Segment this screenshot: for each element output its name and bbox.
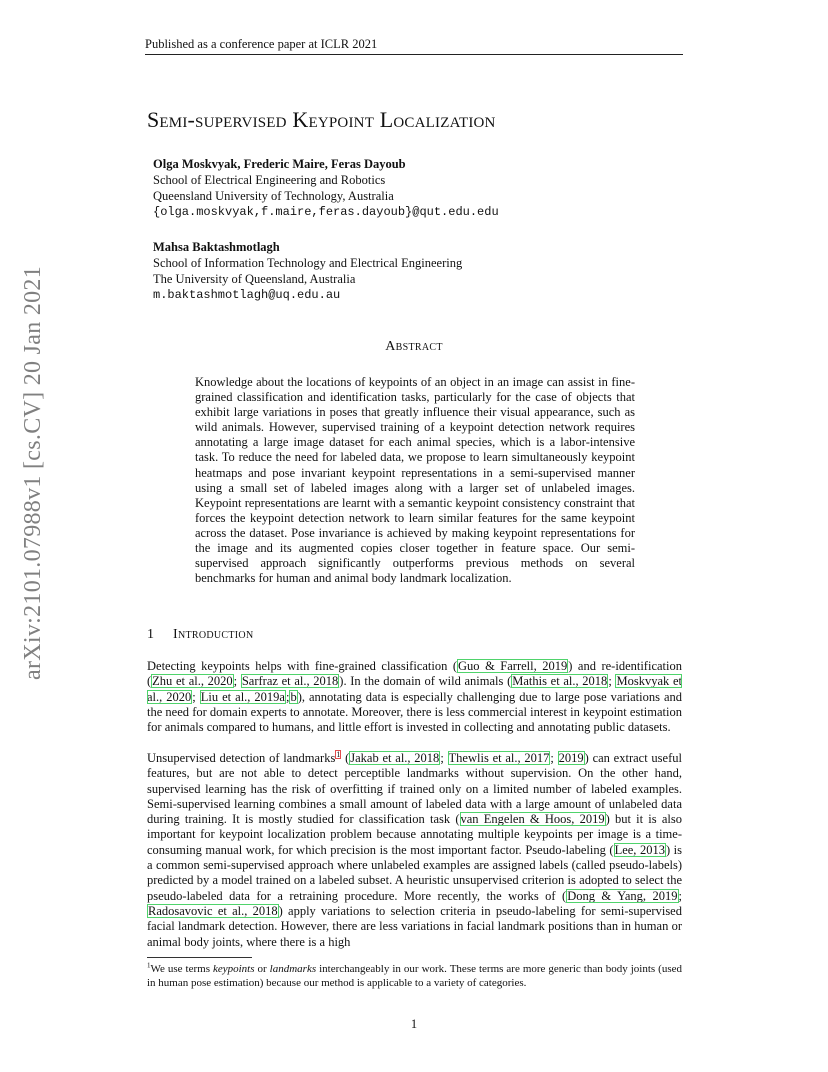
citation-link[interactable]: Guo & Farrell, 2019 [458,659,568,673]
emphasis: keypoints [212,963,255,975]
citation-link[interactable]: Mathis et al., 2018 [512,674,608,689]
running-header: Published as a conference paper at ICLR 2021 [145,36,683,55]
footnote [147,963,682,990]
text-run: Unsupervised detection of landmarks [147,751,336,765]
text-run: ) can extract useful features, but are not able to detect perceptible landmarks without supervision. On the other hand, supervised learning has the risk of overfitting if trained only on a limited number of labeled examples. Semi-supervised learning combines a small amount of labeled data with a large amount of unlabeled data during training. It is mostly studied for classification task ( [147,751,682,827]
citation-link[interactable]: Radosavovic et al., 2018 [148,903,278,918]
footnote-marker-link[interactable]: 1 [336,749,341,759]
citation-link[interactable]: Sarfraz et al., 2018 [241,674,339,689]
section-heading-introduction [147,627,253,643]
text-run: ; [285,689,290,704]
section-title: Introduction [173,627,254,642]
text-run: or [254,963,270,975]
author-affiliation: The University of Queensland, Australia [153,272,356,286]
author-block-2 [153,239,673,303]
section-number: 1 [147,627,155,642]
text-run: interchangeably in our work. These terms are more generic than body joints (used in human pose estimation) because our method is applicable to a variety of categories. [147,963,682,989]
page-number: 1 [410,1017,418,1031]
text-run: ; [233,674,241,689]
citation-link[interactable]: b [290,689,297,704]
text-run: ; [550,751,558,765]
text-run: ; [440,751,448,765]
citation-link[interactable]: Liu et al., 2019a [200,689,285,704]
author-affiliation: Queensland University of Technology, Australia [153,189,394,203]
citation-link[interactable]: Dong & Yang, 2019 [567,888,678,903]
author-affiliation: School of Information Technology and Electrical Engineering [153,256,463,270]
text-run: ) is a common semi-supervised approach where unlabeled examples are assigned labels (called pseudo-labels) predicted by a model trained on a labeled subset. A heuristic unsupervised criterion is adopted to select the pseudo-labeled data for a retraining procedure. More recently, the works of ( [147,842,682,903]
intro-paragraph-2 [147,751,682,950]
text-run: ), annotating data is especially challenging due to large pose variations and the need for domain experts to annotate. Moreover, there is less commercial interest in keypoint estimation for animals compared to humans, and little effort is invested in collecting and annotating public datasets. [147,689,682,735]
text-run: ( [341,751,350,765]
author-block-1 [153,156,673,220]
text-run: ) apply variations to selection criteria in pseudo-labeling for semi-supervised facial landmark detection. However, there are less variations in facial landmark positions than in human or animal body joints, where there is a high [147,903,682,949]
author-names: Olga Moskvyak, Frederic Maire, Feras Dayoub [153,157,406,171]
author-affiliation: School of Electrical Engineering and Robotics [153,173,386,187]
citation-link[interactable]: Zhu et al., 2020 [152,674,233,689]
abstract-heading: Abstract [385,339,443,354]
intro-paragraph-1 [147,659,682,735]
author-email: {olga.moskvyak,f.maire,feras.dayoub}@qut.edu.edu [153,205,499,219]
text-run: ) but it is also important for keypoint localization problem because annotating multiple keypoints per image is a time-consuming manual work, for which precision is the most important factor. Pseudo-labeling ( [147,812,682,857]
citation-link[interactable]: Lee, 2013 [614,842,665,857]
text-run: ; [608,674,616,689]
abstract-body: Knowledge about the locations of keypoints of an object in an image can assist in fine-grained classification and identification tasks, particularly for the case of objects that exhibit large variations in poses that greatly influence their visual appearance, such as wild animals. However, supervised training of a keypoint detection network requires annotating a large image dataset for each animal species, which is a labor-intensive task. To reduce the need for labeled data, we propose to learn simultaneously keypoint heatmaps and pose invariant keypoint representations in a semi-supervised manner using a small set of labeled images along with a larger set of unlabeled images. Keypoint representations are learnt with a semantic keypoint consistency constraint that forces the keypoint detection network to learn similar features for the same keypoint across the dataset. Pose invariance is achieved by making keypoint representations for the image and its augmented copies closer together in feature space. Our semi-supervised approach significantly outperforms previous methods on several benchmarks for human and animal body landmark localization. [195,375,635,586]
citation-link[interactable]: 2019 [558,751,584,765]
arxiv-stamp-text: arXiv:2101.07988v1 [cs.CV] 20 Jan 2021 [20,265,46,680]
author-email: m.baktashmotlagh@uq.edu.au [153,288,341,302]
text-run: ) and re-identification ( [147,659,682,689]
paper-title: Semi-supervised Keypoint Localization [147,107,496,132]
text-run: Detecting keypoints helps with fine-grained classification ( [147,659,458,673]
text-run: ). In the domain of wild animals ( [339,674,512,689]
emphasis: landmarks [269,963,317,975]
citation-link[interactable]: Moskvyak et al., 2020 [147,674,682,704]
citation-link[interactable]: Thewlis et al., 2017 [448,751,550,765]
citation-link[interactable]: Jakab et al., 2018 [350,751,440,765]
footnote-divider [147,957,252,958]
text-run: ; [192,689,200,704]
footnote-mark: 1 [147,961,151,970]
citation-link[interactable]: van Engelen & Hoos, 2019 [460,812,605,827]
text-run: ; [678,888,682,903]
author-names: Mahsa Baktashmotlagh [153,240,280,254]
text-run: We use terms [150,963,213,975]
